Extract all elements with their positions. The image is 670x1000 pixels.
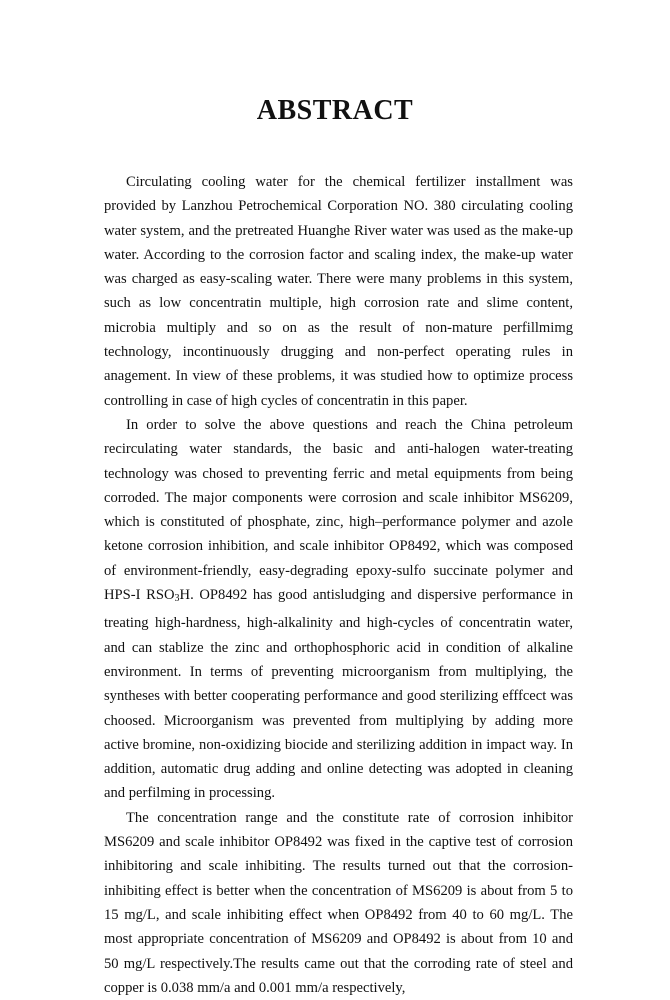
paragraph-2-text-b: H. OP8492 has good antisludging and dispersive performance in treating high-hardness, high-alkalinity and high-cycles of concentratin water, and can stablize the zinc and orthophosphoric acid in condition of alkaline environment. In terms of preventing microorganism from multiplying, the syntheses with better cooperating performance and good sterilizing efffcect was choosed. Microorganism was prevented from multiplying by adding more active bromine, non-oxidizing biocide and sterilizing addition in impact way. In addition, automatic drug adding and online detecting was adopted in cleaning and perfilming in processing. <box>104 587 574 802</box>
paragraph-2-text-a: In order to solve the above questions and reach the China petroleum recirculating water standards, the basic and anti-halogen water-treating technology was chosed to preventing ferric and metal equipments from being corroded. The major components were corrosion and scale inhibitor MS6209, which is constituted of phosphate, zinc, high–performance polymer and azole ketone corrosion inhibition, and scale inhibitor OP8492, which was composed of environment-friendly, easy-degrading epoxy-sulfo succinate polymer and HPS-I RSO <box>104 416 573 604</box>
paragraph-1: Circulating cooling water for the chemical fertilizer installment was provided by Lanzhou Petrochemical Corporation NO. 380 circulating cooling water system, and the pretreated Huanghe River water was used as the make-up water. According to the corrosion factor and scaling index, the make-up water was charged as easy-scaling water. There were many problems in this system, such as low concentratin multiple, high corrosion rate and slime content, microbia multiply and so on as the result of non-mature perfillmimg technology, incontinuously drugging and non-perfect operating rules in anagement. In view of these problems, it was studied how to optimize process controlling in case of high cycles of concentratin in this paper. <box>104 174 573 409</box>
abstract-body <box>104 170 573 1000</box>
paragraph-3: The concentration range and the constitute rate of corrosion inhibitor MS6209 and scale inhibitor OP8492 was fixed in the captive test of corrosion inhibitoring and scale inhibiting. The results turned out that the corrosion-inhibiting effect is better when the concentration of MS6209 is about from 5 to 15 mg/L, and scale inhibiting effect when OP8492 from 40 to 60 mg/L. The most appropriate concentration of MS6209 and OP8492 is about from 10 and 50 mg/L respectively.The results came out that the corroding rate of steel and copper is 0.038 mm/a and 0.001 mm/a respectively, <box>104 809 573 996</box>
paragraph-2 <box>104 413 573 806</box>
abstract-title: ABSTRACT <box>256 95 414 126</box>
subscript-3: 3 <box>174 593 180 605</box>
